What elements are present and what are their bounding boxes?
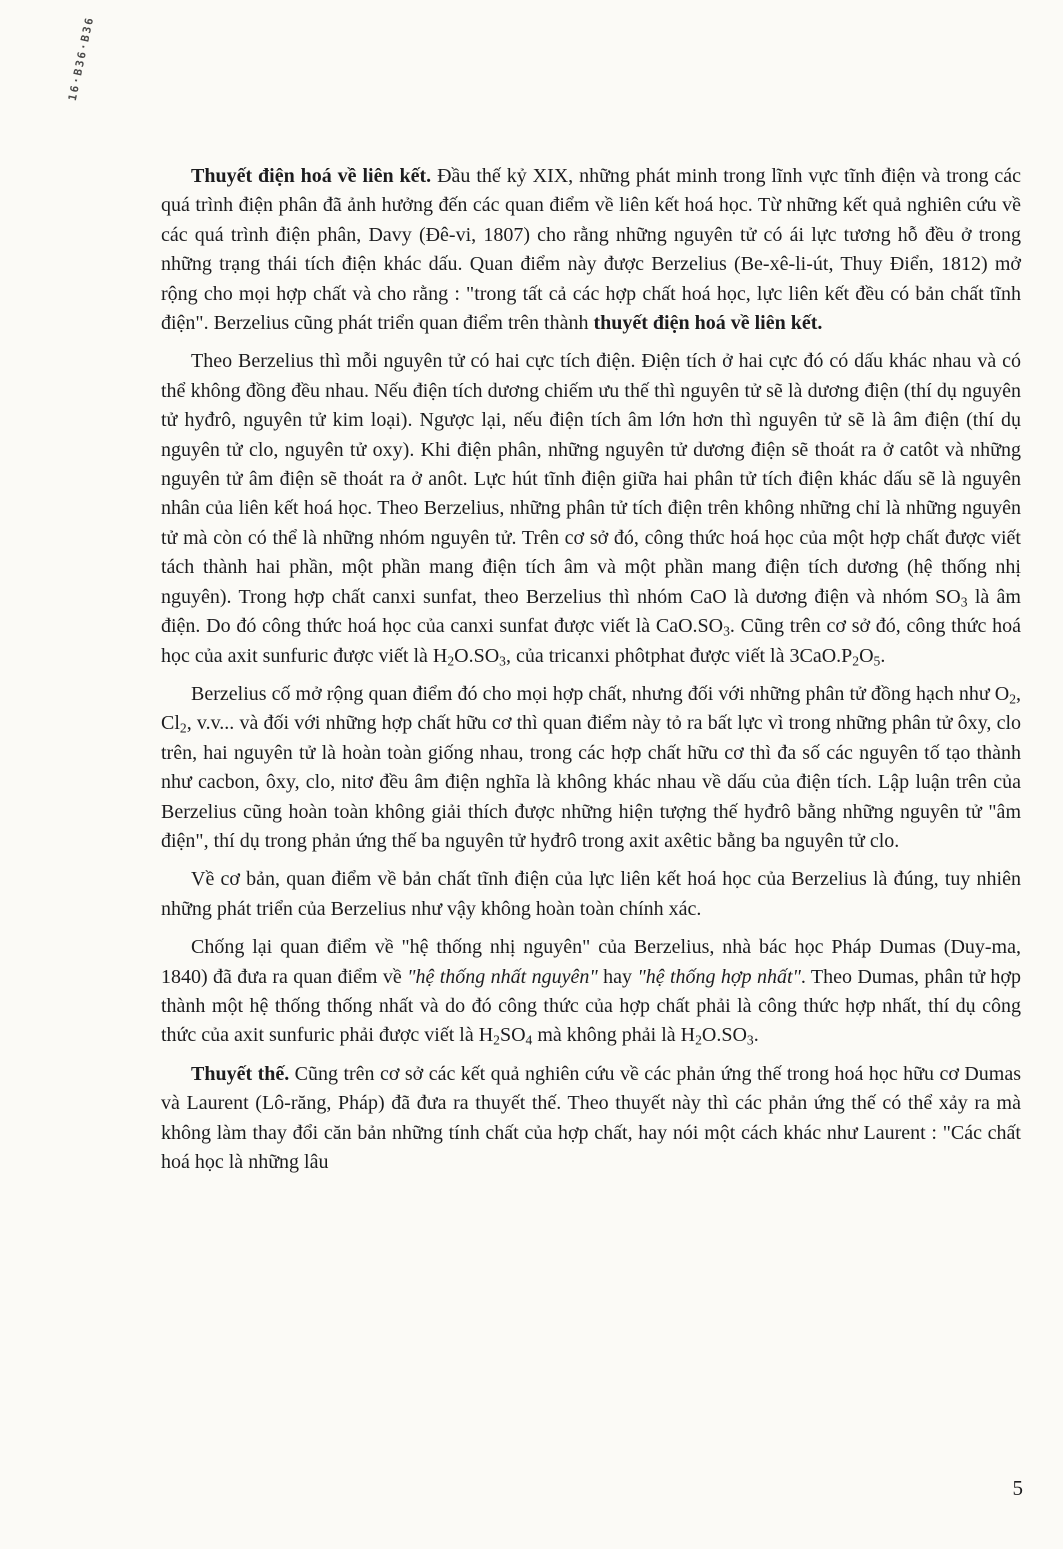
text-segment: O.SO xyxy=(454,644,500,667)
paragraph xyxy=(161,162,1021,338)
library-stamp: 16·B36·B36 xyxy=(65,14,97,103)
page-body xyxy=(161,162,1021,1177)
text-segment: . xyxy=(880,644,886,667)
paragraph xyxy=(161,347,1021,670)
text-segment: Cũng trên cơ sở các kết quả nghiên cứu về các phản ứng thế trong hoá học hữu cơ Dumas và Laurent (Lô-răng, Pháp) đã đưa ra thuyết thế. Theo thuyết này thì các phản ứng thế có thể xảy ra mà không làm thay đổi căn bản những tính chất của hợp chất, hay nói một cách khác như Laurent : "Các chất hoá học là những lâu xyxy=(161,1062,1021,1173)
text-segment: Thuyết điện hoá về liên kết. xyxy=(191,165,432,187)
chem-subscript: 5 xyxy=(873,652,881,668)
text-segment: SO xyxy=(499,1024,526,1047)
text-segment: là âm điện. Do đó công thức hoá học của canxi sunfat được viết là CaO.SO xyxy=(161,585,1021,638)
text-segment: O xyxy=(859,644,874,667)
text-segment: Đầu thế kỷ XIX, những phát minh trong lĩnh vực tĩnh điện và trong các quá trình điện phân đã ảnh hưởng đến các quan điểm về liên kết hoá học. Từ những kết quả nghiên cứu về các quá trình điện phân, Davy (Đê-vi, 1807) cho rằng những nguyên tử có ái lực tương hỗ đều ở trong những trạng thái tích điện khác dấu. Quan điểm này được Berzelius (Be-xê-li-út, Thuy Điển, 1812) mở rộng cho mọi hợp chất và cho rằng : "trong tất cả các hợp chất hoá học, lực liên kết đều có bản chất tĩnh điện". Berzelius cũng phát triển quan điểm trên thành xyxy=(161,165,1021,335)
text-segment: Theo Berzelius thì mỗi nguyên tử có hai cực tích điện. Điện tích ở hai cực đó có dấu khác nhau và có thể không đồng đều nhau. Nếu điện tích dương chiếm ưu thế thì nguyên tử sẽ là dương điện (thí dụ nguyên tử hyđrô, nguyên tử kim loại). Ngược lại, nếu điện tích âm lớn hơn thì nguyên tử sẽ là âm điện (thí dụ nguyên tử clo, nguyên tử oxy). Khi điện phân, những nguyên tử dương điện sẽ thoát ra ở catôt và những nguyên tử âm điện sẽ thoát ra ở anôt. Lực hút tĩnh điện giữa hai phân tử tích điện khác dấu sẽ là nguyên nhân của liên kết hoá học. Theo Berzelius, những phân tử tích điện trên không những chỉ là những nguyên tử mà còn có thể là những nhóm nguyên tử. Trên cơ sở đó, công thức hoá học của một hợp chất được viết tách thành hai phần, một phần mang điện tích âm và một phần mang điện tích dương (hệ thống nhị nguyên). Trong hợp chất canxi sunfat, theo Berzelius thì nhóm CaO là dương điện và nhóm SO xyxy=(161,350,1021,608)
paragraph xyxy=(161,680,1021,856)
text-segment: O.SO xyxy=(701,1024,747,1047)
text-segment: , của tricanxi phôtphat được viết là 3CaO.P xyxy=(505,644,853,667)
chem-subscript: 3 xyxy=(746,1032,754,1048)
chem-subscript: 3 xyxy=(960,594,968,610)
chem-subscript: 2 xyxy=(493,1032,500,1048)
text-segment: hay xyxy=(597,965,638,988)
chem-subscript: 2 xyxy=(179,720,187,736)
text-segment: , Cl xyxy=(161,682,1021,735)
paragraph xyxy=(161,933,1021,1051)
text-segment: "hệ thống hợp nhất" xyxy=(637,965,801,988)
page-number: 5 xyxy=(1012,1476,1023,1500)
text-segment: Về cơ bản, quan điểm về bản chất tĩnh điện của lực liên kết hoá học của Berzelius là đúng, tuy nhiên những phát triển của Berzelius như vậy không hoàn toàn chính xác. xyxy=(161,868,1021,920)
text-segment: . Cũng trên cơ sở đó, công thức hoá học của axit sunfuric được viết là H xyxy=(161,615,1021,667)
text-segment: Berzelius cố mở rộng quan điểm đó cho mọi hợp chất, nhưng đối với những phân tử đồng hạch như O xyxy=(191,682,1010,705)
paragraph xyxy=(161,865,1021,924)
text-segment: "hệ thống nhất nguyên" xyxy=(407,965,598,988)
text-segment: , v.v... và đối với những hợp chất hữu cơ thì quan điểm này tỏ ra bất lực vì trong những phân tử ôxy, clo trên, hai nguyên tử là hoàn toàn giống nhau, trong các hợp chất hữu cơ thì đa số các nguyên tố tạo thành như cacbon, ôxy, clo, nitơ đều âm điện nghĩa là không khác nhau về dấu của điện tích. Lập luận trên của Berzelius cũng hoàn toàn không giải thích được những hiện tượng thế hyđrô bằng những nguyên tử "âm điện", thí dụ trong phản ứng thế ba nguyên tử hyđrô trong axit axêtic bằng ba nguyên tử clo. xyxy=(161,712,1021,852)
text-segment: . Theo Dumas, phân tử hợp thành một hệ thống thống nhất và do đó công thức của hợp chất phải là công thức hợp nhất, thí dụ công thức của axit sunfuric phải được viết là H xyxy=(161,965,1021,1047)
chem-subscript: 2 xyxy=(852,652,860,668)
text-segment: Chống lại quan điểm về "hệ thống nhị nguyên" của Berzelius, nhà bác học Pháp Dumas (Duy-ma, 1840) đã đưa ra quan điểm về xyxy=(161,936,1021,988)
chem-subscript: 2 xyxy=(1009,691,1016,707)
chem-subscript: 2 xyxy=(447,652,455,668)
paragraph xyxy=(161,1060,1021,1178)
text-segment: thuyết điện hoá về liên kết. xyxy=(593,312,823,335)
text-segment: Thuyết thế. xyxy=(191,1062,290,1085)
chem-subscript: 4 xyxy=(525,1032,533,1048)
chem-subscript: 3 xyxy=(723,623,730,639)
text-segment: . xyxy=(753,1024,759,1047)
chem-subscript: 2 xyxy=(695,1032,702,1048)
chem-subscript: 3 xyxy=(499,652,506,668)
text-segment: mà không phải là H xyxy=(532,1024,696,1047)
